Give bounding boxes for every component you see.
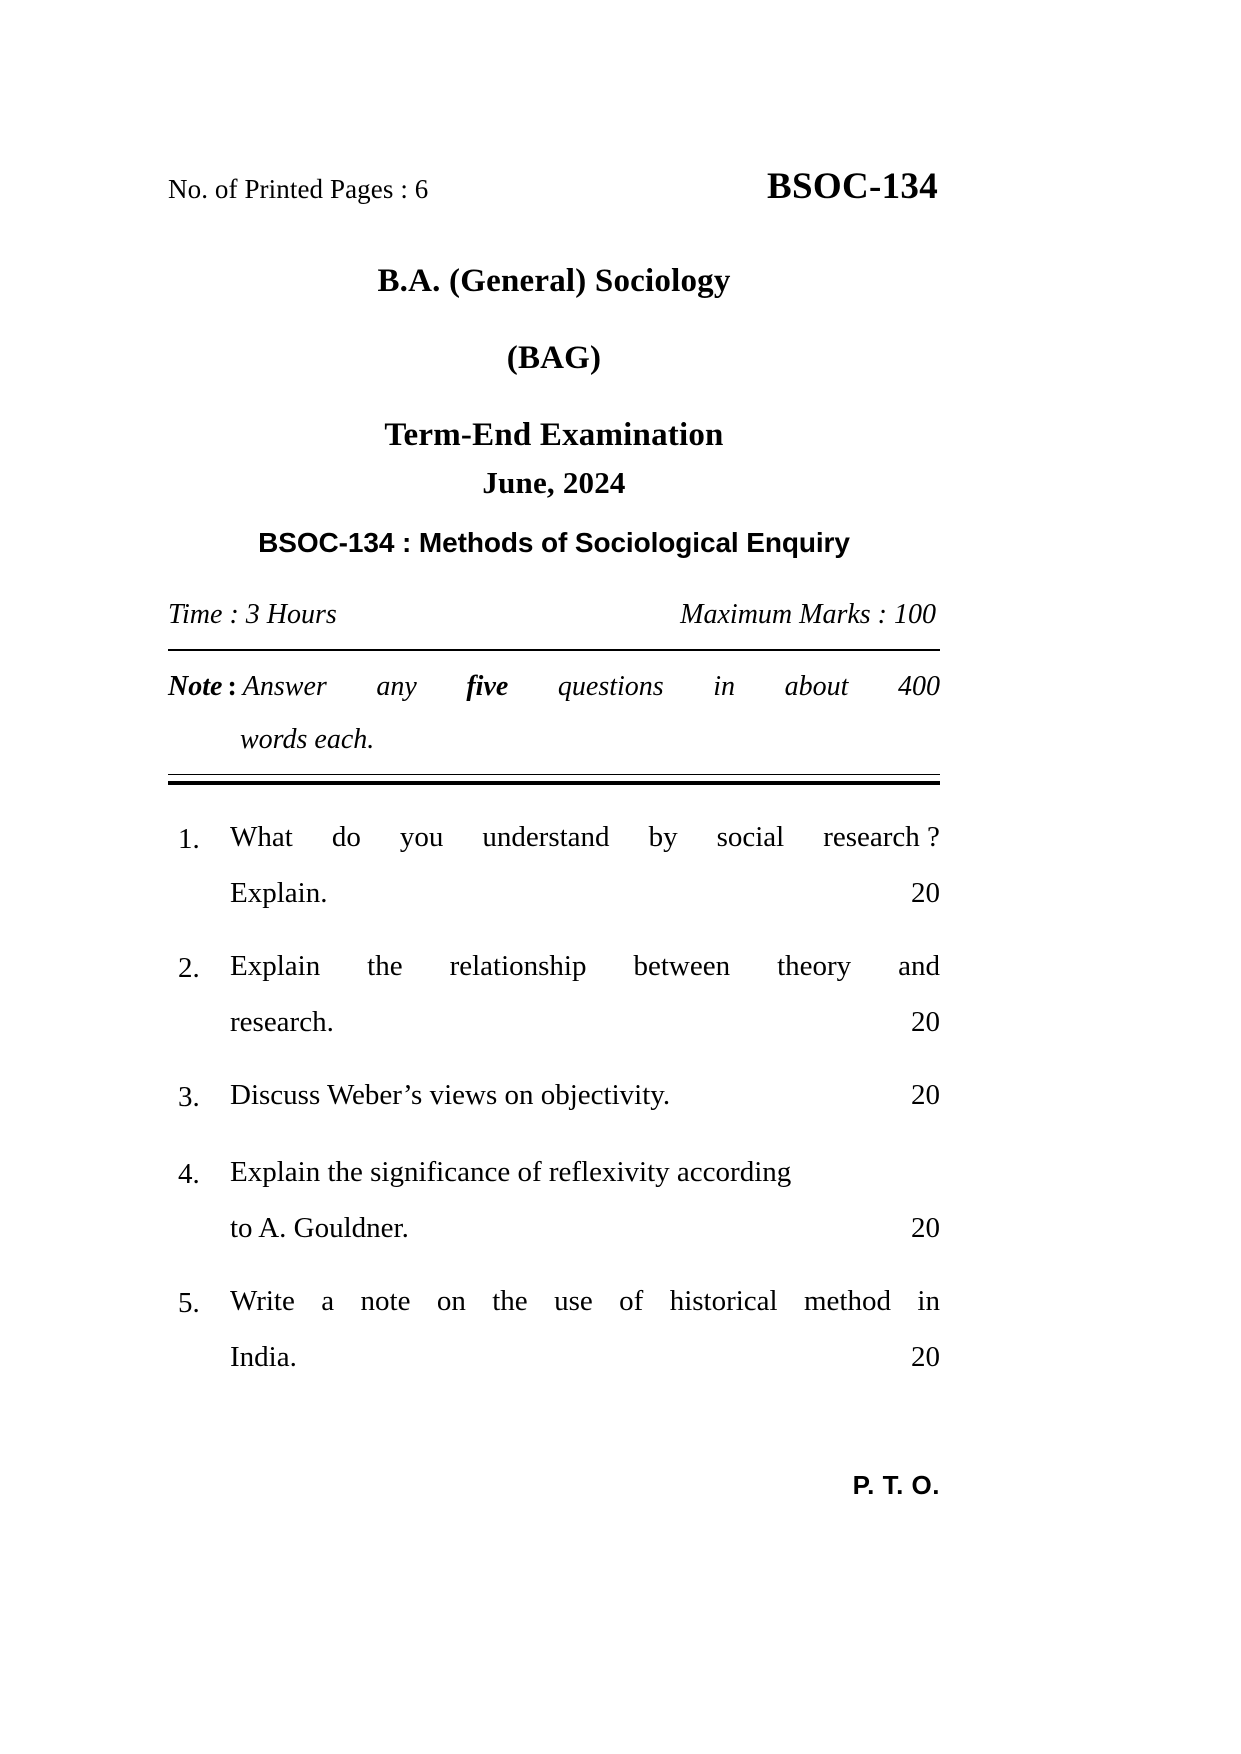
question-word: of [619, 1285, 644, 1317]
examination-type: Term-End Examination [384, 417, 724, 453]
note-word: 400 [897, 671, 940, 702]
question-number: 1. [178, 823, 200, 855]
note-word: about [784, 671, 849, 702]
question-line [230, 1287, 940, 1316]
question-number: 4. [178, 1158, 200, 1190]
note-word: any [376, 671, 417, 702]
question-number: 3. [178, 1081, 200, 1113]
note-line-2: words each. [240, 724, 375, 755]
question-text: Discuss Weber’s views on objectivity. [230, 1079, 671, 1111]
question-text: India. [230, 1341, 297, 1373]
question-body [230, 1158, 940, 1243]
question-marks: 20 [911, 877, 940, 909]
question-line [230, 1343, 940, 1372]
question-word: Write [230, 1285, 295, 1317]
question-line [230, 1008, 940, 1037]
note-line-2-wrap [168, 726, 940, 754]
question-item [168, 1081, 940, 1114]
page-content [168, 0, 940, 1500]
note-text [243, 673, 940, 701]
question-text: Explain the significance of reflexivity according [230, 1156, 792, 1188]
question-text: Explain. [230, 877, 328, 909]
page-turn-over-notice: P. T. O. [852, 1470, 940, 1500]
course-code: BSOC-134 [767, 166, 938, 207]
question-line [230, 952, 940, 981]
question-body [230, 952, 940, 1037]
question-word: a [321, 1285, 335, 1317]
question-item [168, 1287, 940, 1372]
question-word: in [917, 1285, 940, 1317]
question-number: 2. [178, 952, 200, 984]
question-word: understand [482, 821, 610, 853]
title-block [168, 263, 940, 559]
question-word: and [898, 950, 940, 982]
examination-date: June, 2024 [482, 465, 626, 500]
program-code: (BAG) [506, 340, 602, 376]
header [168, 165, 940, 208]
question-item [168, 1158, 940, 1243]
question-word: method [804, 1285, 891, 1317]
question-word: Explain [230, 950, 321, 982]
question-marks: 20 [911, 1341, 940, 1373]
question-line [230, 1158, 940, 1187]
question-word: note [360, 1285, 411, 1317]
question-word: relationship [449, 950, 587, 982]
question-text: to A. Gouldner. [230, 1212, 409, 1244]
time-allowed: Time : 3 Hours [168, 599, 337, 630]
note-word: questions [557, 671, 664, 702]
question-word: theory [777, 950, 852, 982]
program-title: B.A. (General) Sociology [377, 263, 731, 299]
note-word-emphasis: five [466, 671, 509, 702]
note-word: Answer [242, 671, 327, 702]
question-word: you [399, 821, 444, 853]
printed-pages-label: No. of Printed Pages : 6 [168, 174, 429, 204]
question-word: use [554, 1285, 593, 1317]
maximum-marks: Maximum Marks : 100 [680, 599, 936, 630]
question-marks: 20 [911, 1006, 940, 1038]
question-word: between [633, 950, 731, 982]
question-word: research ? [823, 821, 940, 853]
question-body [230, 823, 940, 908]
divider-rule-double [168, 774, 940, 785]
question-line [230, 1214, 940, 1243]
question-word: do [331, 821, 361, 853]
paper-title: BSOC-134 : Methods of Sociological Enquiry [258, 527, 850, 558]
question-number: 5. [178, 1287, 200, 1319]
question-word: the [492, 1285, 528, 1317]
question-marks: 20 [911, 1079, 940, 1111]
note-block [168, 673, 940, 701]
question-item [168, 823, 940, 908]
question-line [230, 879, 940, 908]
question-word: by [648, 821, 678, 853]
question-word: What [230, 821, 293, 853]
question-line [230, 1081, 940, 1110]
note-label: Note [168, 671, 223, 702]
note-word: in [713, 671, 736, 702]
note-colon: : [227, 671, 237, 702]
question-marks: 20 [911, 1212, 940, 1244]
question-body [230, 1081, 940, 1114]
question-item [168, 952, 940, 1037]
question-word: historical [669, 1285, 778, 1317]
question-line [230, 823, 940, 852]
divider-rule-top [168, 649, 940, 651]
question-word: social [716, 821, 785, 853]
exam-info-row [168, 599, 940, 631]
question-text: research. [230, 1006, 334, 1038]
note-line-1 [243, 673, 940, 701]
question-body [230, 1287, 940, 1372]
questions-list [168, 823, 940, 1372]
question-word: on [436, 1285, 466, 1317]
question-word: the [367, 950, 403, 982]
